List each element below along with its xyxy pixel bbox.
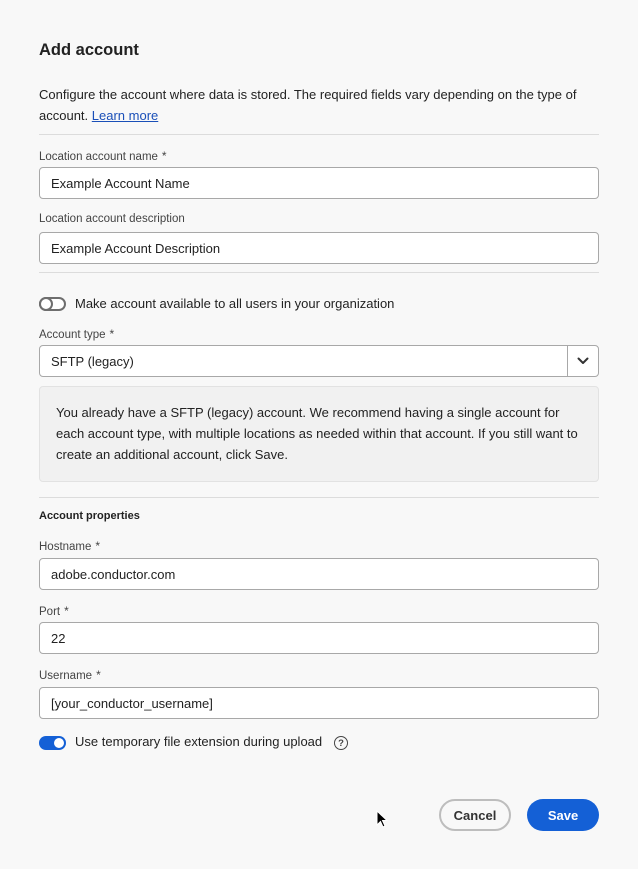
username-label: Username *: [39, 668, 101, 682]
mouse-pointer-icon: [376, 810, 388, 828]
username-input[interactable]: [your_conductor_username]: [39, 687, 599, 719]
save-button[interactable]: Save: [527, 799, 599, 831]
chevron-down-icon[interactable]: [567, 346, 598, 376]
temp-extension-label: Use temporary file extension during upload: [75, 734, 323, 749]
divider: [39, 497, 599, 498]
account-name-label: Location account name *: [39, 149, 167, 163]
required-indicator: *: [109, 327, 115, 341]
port-label: Port *: [39, 604, 69, 618]
share-account-toggle[interactable]: [39, 297, 66, 311]
share-account-label: Make account available to all users in your organization: [75, 296, 395, 311]
dialog-description: [39, 84, 584, 126]
description-text: Configure the account where data is stored. The required fields vary depending on the type of account.: [39, 87, 577, 123]
account-name-input[interactable]: Example Account Name: [39, 167, 599, 199]
help-icon[interactable]: ?: [334, 736, 348, 750]
hostname-input[interactable]: adobe.conductor.com: [39, 558, 599, 590]
required-indicator: *: [161, 149, 167, 163]
account-description-label: Location account description: [39, 213, 185, 225]
account-type-select[interactable]: [39, 345, 599, 377]
temp-extension-toggle[interactable]: [39, 736, 66, 750]
account-description-input[interactable]: Example Account Description: [39, 232, 599, 264]
required-indicator: *: [64, 604, 69, 618]
account-type-label: Account type *: [39, 327, 115, 341]
divider: [39, 134, 599, 135]
required-indicator: *: [96, 668, 101, 682]
cancel-button[interactable]: Cancel: [439, 799, 511, 831]
port-input[interactable]: 22: [39, 622, 599, 654]
account-properties-heading: Account properties: [39, 510, 140, 522]
dialog-title: Add account: [39, 41, 139, 59]
account-type-value: SFTP (legacy): [51, 353, 134, 369]
existing-account-notice: You already have a SFTP (legacy) account. We recommend having a single account for each account type, with multiple locations as needed within that account. If you still want to create an additional account, click Save.: [39, 386, 599, 482]
required-indicator: *: [95, 539, 101, 553]
hostname-label: Hostname *: [39, 539, 101, 553]
learn-more-link[interactable]: Learn more: [91, 108, 159, 123]
divider: [39, 272, 599, 273]
